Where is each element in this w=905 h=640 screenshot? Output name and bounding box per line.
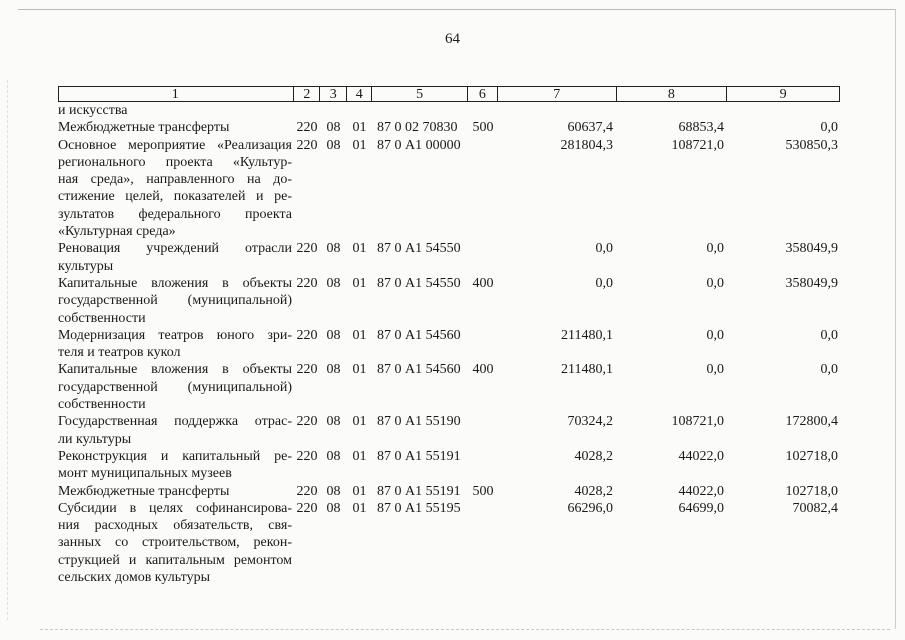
target-article-code: 87 0 А1 55191	[377, 483, 461, 499]
amount-year-3: 358049,9	[785, 241, 838, 257]
row-name-line: Основное мероприятие «Реализация	[58, 137, 292, 153]
expense-type-code: 400	[472, 362, 494, 378]
amount-year-3	[728, 102, 840, 119]
row-name-line: регионального проекта «Культур-	[58, 154, 292, 170]
table-row	[58, 483, 840, 500]
subsection-code: 01	[352, 500, 367, 516]
amount-year-2: 68853,4	[678, 120, 724, 136]
row-name-line: собственности	[58, 310, 146, 326]
row-name-line: ная среда», направленного на до-	[58, 172, 292, 188]
row-name-line: теля и театров кукол	[58, 345, 181, 361]
expense-type-code	[468, 448, 498, 483]
rz-code: 220	[296, 275, 318, 291]
table-row	[58, 119, 840, 136]
target-article-code: 87 0 А1 55191	[377, 448, 461, 464]
amount-year-2: 0,0	[706, 241, 724, 257]
row-name	[58, 500, 294, 586]
section-code: 08	[326, 483, 341, 499]
row-name	[58, 102, 294, 119]
expense-type-code: 500	[472, 483, 494, 499]
header-cell: 8	[617, 87, 728, 101]
expense-type-code	[468, 240, 498, 275]
subsection-code: 01	[352, 483, 367, 499]
table-row	[58, 327, 840, 362]
row-name-line: ли культуры	[58, 431, 132, 447]
row-name-line: Субсидии в целях софинансирова-	[58, 500, 292, 516]
amount-year-1: 0,0	[595, 241, 613, 257]
row-name	[58, 448, 294, 483]
row-name-line: Модернизация театров юного зри-	[58, 327, 292, 343]
target-article-code	[372, 102, 468, 119]
section-code: 08	[326, 414, 341, 430]
section-code: 08	[326, 448, 341, 464]
amount-year-3: 0,0	[820, 327, 838, 343]
table-row	[58, 448, 840, 483]
target-article-code: 87 0 А1 54550	[377, 241, 461, 257]
budget-table	[58, 86, 840, 586]
rz-code: 220	[296, 483, 318, 499]
amount-year-3: 102718,0	[785, 448, 838, 464]
table-row	[58, 500, 840, 586]
section-code: 08	[326, 500, 341, 516]
rz-code: 220	[296, 414, 318, 430]
row-name	[58, 483, 294, 500]
row-name-line: государственной (муниципальной)	[58, 293, 292, 309]
rz-code: 220	[296, 448, 318, 464]
rz-code: 220	[296, 362, 318, 378]
target-article-code: 87 0 А1 55190	[377, 414, 461, 430]
amount-year-1	[498, 102, 617, 119]
target-article-code: 87 0 02 70830	[377, 120, 458, 136]
amount-year-1: 211480,1	[561, 327, 613, 343]
row-name-line: Реконструкция и капитальный ре-	[58, 448, 292, 464]
header-cell: 9	[779, 87, 787, 102]
scan-edge-right	[895, 9, 896, 629]
row-name-line: Межбюджетные трансферты	[58, 483, 230, 499]
row-name	[58, 240, 294, 275]
row-name-line: зультатов федерального проекта	[58, 206, 292, 222]
amount-year-3: 70082,4	[792, 500, 838, 516]
amount-year-1: 0,0	[595, 275, 613, 291]
amount-year-2: 44022,0	[678, 483, 724, 499]
subsection-code: 01	[352, 241, 367, 257]
header-cell: 1	[59, 87, 294, 101]
subsection-code: 01	[352, 414, 367, 430]
amount-year-2: 0,0	[706, 275, 724, 291]
row-name-line: государственной (муниципальной)	[58, 379, 292, 395]
row-name-line: Реновация учреждений отрасли	[58, 241, 292, 257]
subsection-code: 01	[352, 275, 367, 291]
row-name-line: культуры	[58, 258, 114, 274]
expense-type-code	[468, 102, 498, 119]
row-name-line: монт муниципальных музеев	[58, 466, 232, 482]
row-name-line: Капитальные вложения в объекты	[58, 275, 292, 291]
expense-type-code	[468, 500, 498, 586]
subsection-code: 01	[352, 362, 367, 378]
row-name	[58, 361, 294, 413]
row-name-line: и искусства	[58, 103, 128, 118]
target-article-code: 87 0 А1 54560	[377, 362, 461, 378]
amount-year-3: 530850,3	[785, 137, 838, 153]
row-name	[58, 327, 294, 362]
subsection-code: 01	[352, 120, 367, 136]
table-row	[58, 137, 840, 241]
section-code	[320, 102, 347, 119]
rz-code: 220	[296, 120, 318, 136]
header-cell: 6	[468, 87, 498, 101]
page-number: 64	[445, 31, 460, 47]
row-name-line: сельских домов культуры	[58, 570, 210, 586]
amount-year-2: 44022,0	[678, 448, 724, 464]
header-cell: 7	[498, 87, 617, 101]
amount-year-3: 0,0	[820, 362, 838, 378]
header-cell: 5	[372, 87, 468, 101]
rz-code: 220	[296, 327, 318, 343]
row-name-line: ния расходных обязательств, свя-	[58, 518, 292, 534]
amount-year-3: 102718,0	[785, 483, 838, 499]
header-cell: 4	[347, 87, 372, 101]
section-code: 08	[326, 275, 341, 291]
expense-type-code	[468, 137, 498, 241]
row-name-line: струкцией и капитальным ремонтом	[58, 552, 292, 568]
amount-year-1: 281804,3	[560, 137, 613, 153]
target-article-code: 87 0 А1 54560	[377, 327, 461, 343]
table-row	[58, 361, 840, 413]
subsection-code	[347, 102, 372, 119]
expense-type-code: 400	[472, 275, 494, 291]
section-code: 08	[326, 137, 341, 153]
amount-year-3: 358049,9	[785, 275, 838, 291]
table-row	[58, 413, 840, 448]
amount-year-1: 66296,0	[567, 500, 613, 516]
amount-year-2: 64699,0	[678, 500, 724, 516]
row-name	[58, 137, 294, 241]
amount-year-3: 0,0	[820, 120, 838, 136]
amount-year-2: 108721,0	[671, 414, 724, 430]
scan-edge-top	[18, 9, 896, 10]
target-article-code: 87 0 А1 54550	[377, 275, 461, 291]
amount-year-2: 108721,0	[671, 137, 724, 153]
row-name-line: Капитальные вложения в объекты	[58, 362, 292, 378]
row-name	[58, 119, 294, 136]
amount-year-2	[617, 102, 728, 119]
row-name-line: собственности	[58, 397, 146, 413]
subsection-code: 01	[352, 137, 367, 153]
table-row	[58, 240, 840, 275]
row-name	[58, 275, 294, 327]
section-code: 08	[326, 120, 341, 136]
amount-year-2: 0,0	[706, 362, 724, 378]
amount-year-3: 172800,4	[785, 414, 838, 430]
row-name-line: «Культурная среда»	[58, 224, 176, 240]
amount-year-1: 4028,2	[574, 448, 613, 464]
table-row	[58, 275, 840, 327]
target-article-code: 87 0 А1 00000	[377, 137, 461, 153]
amount-year-1: 4028,2	[574, 483, 613, 499]
scan-edge-left	[7, 80, 8, 620]
header-cell: 3	[320, 87, 347, 101]
target-article-code: 87 0 А1 55195	[377, 500, 461, 516]
amount-year-1: 211480,1	[561, 362, 613, 378]
rz-code: 220	[296, 500, 318, 516]
row-name-line: занных со строительством, рекон-	[58, 535, 292, 551]
expense-type-code	[468, 413, 498, 448]
rz-code: 220	[296, 137, 318, 153]
row-name-line: стижение целей, показателей и ре-	[58, 189, 292, 205]
subsection-code: 01	[352, 448, 367, 464]
table-row	[58, 102, 840, 119]
section-code: 08	[326, 327, 341, 343]
amount-year-2: 0,0	[706, 327, 724, 343]
expense-type-code: 500	[472, 120, 494, 136]
amount-year-1: 70324,2	[567, 414, 613, 430]
rz-code	[294, 102, 320, 119]
subsection-code: 01	[352, 327, 367, 343]
row-name-line: Государственная поддержка отрас-	[58, 414, 292, 430]
table-body	[58, 102, 840, 586]
table-header	[58, 86, 840, 102]
header-cell: 2	[294, 87, 320, 101]
section-code: 08	[326, 362, 341, 378]
row-name	[58, 413, 294, 448]
rz-code: 220	[296, 241, 318, 257]
row-name-line: Межбюджетные трансферты	[58, 120, 230, 136]
scan-edge-bottom	[40, 629, 890, 630]
section-code: 08	[326, 241, 341, 257]
expense-type-code	[468, 327, 498, 362]
amount-year-1: 60637,4	[567, 120, 613, 136]
